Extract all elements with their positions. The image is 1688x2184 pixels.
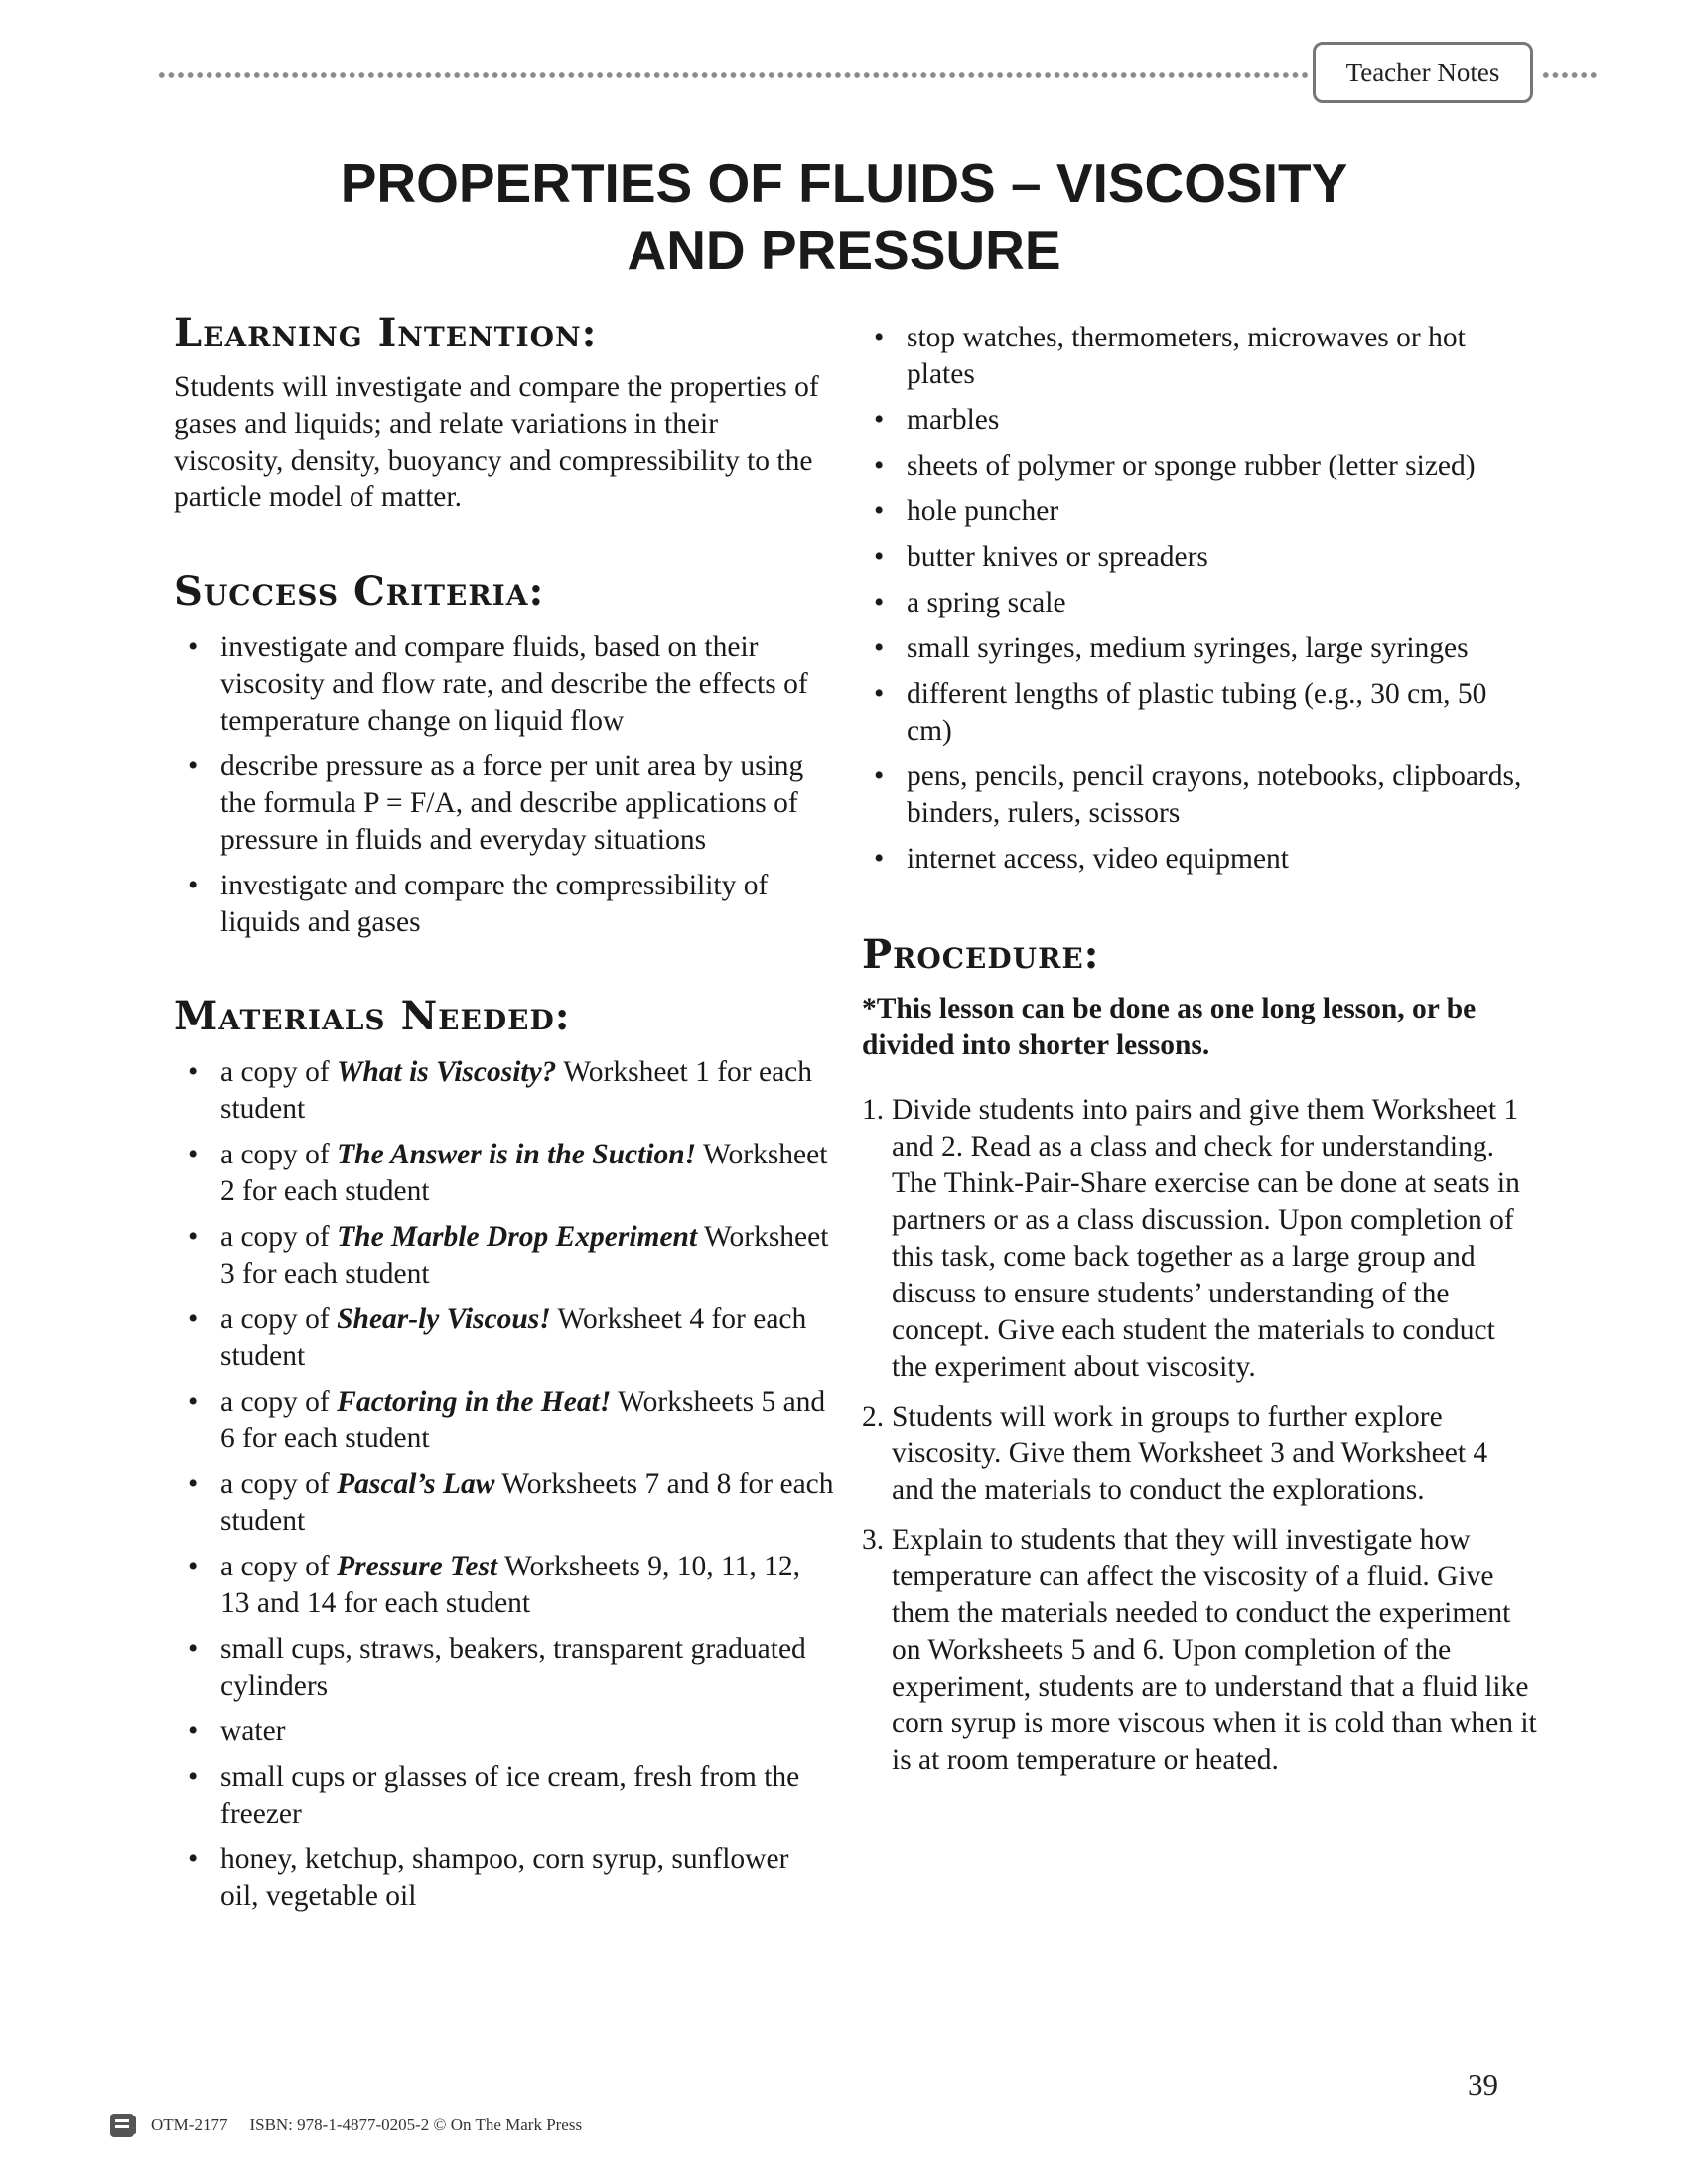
step-text: Explain to students that they will investigate how temperature can affect the viscosity of a fluid. Give them the materials needed to conduct the experiment on Worksheets 5 and 6. Upon completion of the experiment, students are to understand that a fluid like corn syrup is more viscous when it is cold than when it is at room temperature or heated.	[892, 1524, 1537, 1776]
list-item: • honey, ketchup, shampoo, corn syrup, sunflower oil, vegetable oil	[174, 1842, 834, 1915]
item-suffix: Worksheets 5 and 6 for each student	[220, 1386, 826, 1454]
worksheet-title: Pressure Test	[337, 1551, 498, 1582]
item-prefix: a copy of	[220, 1139, 338, 1170]
item-prefix: a copy of	[220, 1056, 338, 1088]
list-item	[174, 1137, 834, 1210]
step-text: Students will work in groups to further explore viscosity. Give them Worksheet 3 and Worksheet 4 and the materials to conduct the explorations.	[892, 1401, 1488, 1506]
list-item	[174, 1549, 834, 1622]
left-column	[174, 308, 834, 1924]
footer	[109, 2113, 604, 2138]
item-suffix: Worksheet 4 for each student	[220, 1303, 807, 1372]
list-item: • different lengths of plastic tubing (e.g., 30 cm, 50 cm)	[862, 676, 1537, 750]
list-item: • water	[174, 1713, 834, 1750]
materials-section	[174, 991, 834, 1915]
header-dotted-rule-right	[1541, 71, 1597, 79]
worksheet-title: Factoring in the Heat!	[337, 1386, 612, 1418]
page-title	[149, 149, 1539, 284]
worksheet-title: The Answer is in the Suction!	[337, 1139, 697, 1170]
list-item: • marbles	[862, 402, 1537, 439]
procedure-steps	[862, 1092, 1537, 1779]
materials-list-left	[174, 1054, 834, 1915]
book-icon	[109, 2113, 137, 2138]
list-item: • describe pressure as a force per unit area by using the formula P = F/A, and describe applications of pressure in fluids and everyday situations	[174, 749, 834, 859]
step-number: 3.	[862, 1524, 885, 1556]
list-item	[174, 1466, 834, 1540]
list-item	[174, 1219, 834, 1293]
teacher-notes-label: Teacher Notes	[1345, 57, 1500, 87]
page-title-line2: AND PRESSURE	[627, 219, 1061, 281]
teacher-notes-tab	[1313, 42, 1533, 103]
page-number: 39	[1468, 2067, 1498, 2102]
learning-intention-text: Students will investigate and compare the properties of gases and liquids; and relate variations in their viscosity, density, buoyancy and compressibility to the particle model of matter.	[174, 371, 819, 513]
list-item	[174, 1301, 834, 1375]
item-prefix: a copy of	[220, 1303, 338, 1335]
item-prefix: a copy of	[220, 1551, 338, 1582]
step-number: 1.	[862, 1094, 885, 1126]
procedure-note: *This lesson can be done as one long lesson, or be divided into shorter lessons.	[862, 993, 1477, 1061]
materials-heading: Materials Needed:	[174, 993, 571, 1039]
procedure-step	[862, 1092, 1537, 1386]
materials-list-right	[862, 320, 1537, 878]
worksheet-title: What is Viscosity?	[337, 1056, 557, 1088]
item-prefix: a copy of	[220, 1386, 338, 1418]
item-suffix: Worksheet 2 for each student	[220, 1139, 828, 1207]
list-item: • pens, pencils, pencil crayons, notebooks, clipboards, binders, rulers, scissors	[862, 758, 1537, 832]
list-item: • internet access, video equipment	[862, 841, 1537, 878]
worksheet-title: Pascal’s Law	[337, 1468, 495, 1500]
list-item: • a spring scale	[862, 585, 1537, 621]
list-item: • sheets of polymer or sponge rubber (letter sized)	[862, 448, 1537, 484]
item-suffix: Worksheet 1 for each student	[220, 1056, 813, 1125]
list-item: • butter knives or spreaders	[862, 539, 1537, 576]
step-text: Divide students into pairs and give them Worksheet 1 and 2. Read as a class and check for understanding. The Think-Pair-Share exercise can be done at seats in partners or as a class discussion. Upon completion of this task, come back together as a large group and discuss to ensure students’ understanding of the concept. Give each student the materials to conduct the experiment about viscosity.	[892, 1094, 1520, 1383]
item-suffix: Worksheet 3 for each student	[220, 1221, 829, 1290]
footer-isbn: ISBN: 978-1-4877-0205-2 © On The Mark Press	[249, 2116, 583, 2134]
list-item: • investigate and compare fluids, based on their viscosity and flow rate, and describe the effects of temperature change on liquid flow	[174, 629, 834, 740]
list-item: • investigate and compare the compressibility of liquids and gases	[174, 868, 834, 941]
list-item: • small cups, straws, beakers, transparent graduated cylinders	[174, 1631, 834, 1705]
success-criteria-list	[174, 629, 834, 941]
list-item	[174, 1384, 834, 1457]
header-dotted-rule-left	[157, 71, 1309, 79]
list-item: • small syringes, medium syringes, large syringes	[862, 630, 1537, 667]
footer-code: OTM-2177	[151, 2116, 228, 2134]
learning-intention-heading: Learning Intention:	[174, 310, 598, 356]
learning-intention-section	[174, 308, 834, 516]
success-criteria-section	[174, 566, 834, 941]
step-number: 2.	[862, 1401, 885, 1433]
item-suffix: Worksheets 9, 10, 11, 12, 13 and 14 for each student	[220, 1551, 801, 1619]
list-item	[174, 1054, 834, 1128]
worksheet-title: Shear-ly Viscous!	[337, 1303, 551, 1335]
item-prefix: a copy of	[220, 1468, 338, 1500]
list-item: • stop watches, thermometers, microwaves or hot plates	[862, 320, 1537, 393]
page-title-line1: PROPERTIES OF FLUIDS – VISCOSITY	[340, 152, 1348, 213]
item-prefix: a copy of	[220, 1221, 338, 1253]
procedure-section	[862, 929, 1537, 1779]
item-suffix: Worksheets 7 and 8 for each student	[220, 1468, 834, 1537]
procedure-step	[862, 1399, 1537, 1509]
list-item: • small cups or glasses of ice cream, fresh from the freezer	[174, 1759, 834, 1833]
success-criteria-heading: Success Criteria:	[174, 568, 545, 614]
procedure-step	[862, 1522, 1537, 1779]
right-column	[862, 320, 1537, 1792]
procedure-heading: Procedure:	[862, 931, 1100, 978]
worksheet-title: The Marble Drop Experiment	[337, 1221, 698, 1253]
list-item: • hole puncher	[862, 493, 1537, 530]
